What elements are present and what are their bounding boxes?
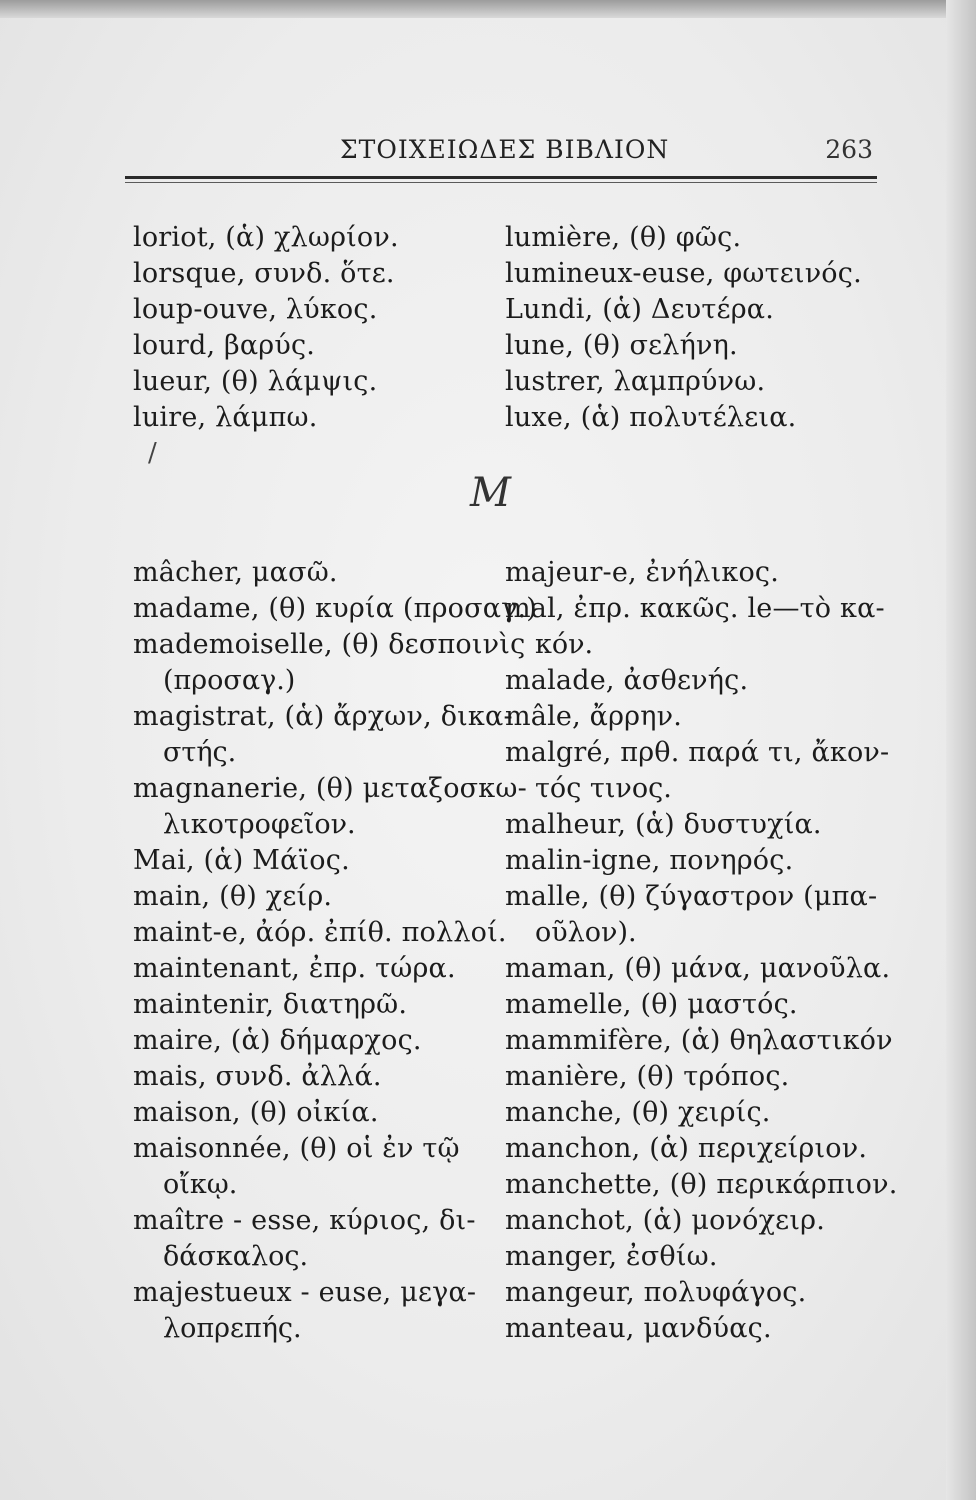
dictionary-entry <box>133 627 526 699</box>
dictionary-entry <box>505 663 885 699</box>
entry-continuation: δάσκαλος. <box>163 1241 309 1272</box>
entry-line: malle, (θ) ζύγαστρον (μπα- <box>505 881 878 912</box>
entry-line: manche, (θ) χειρίς. <box>505 1097 771 1128</box>
page-header <box>125 135 877 175</box>
entry-continuation: οἴκῳ. <box>163 1169 238 1200</box>
dictionary-entry <box>505 1023 893 1059</box>
header-rule <box>125 176 877 179</box>
dictionary-entry <box>505 364 885 400</box>
entry-line: mais, συνδ. ἀλλά. <box>133 1061 382 1092</box>
dictionary-entry <box>505 879 885 951</box>
dictionary-entry <box>505 1131 885 1167</box>
lu-column-right <box>505 220 885 436</box>
dictionary-entry <box>133 879 513 915</box>
dictionary-entry <box>505 220 885 256</box>
dictionary-entry <box>133 1059 513 1095</box>
m-column-left <box>133 555 538 1347</box>
entry-line: mademoiselle, (θ) δεσποινὶς <box>133 629 526 660</box>
entry-line: lumière, (θ) φῶς. <box>505 222 742 253</box>
entry-line: malheur, (ἁ) δυστυχία. <box>505 809 822 840</box>
entry-line: majeur-e, ἐνήλικος. <box>505 557 780 588</box>
entry-line: magnanerie, (θ) μεταξοσκω- <box>133 773 527 804</box>
entry-line: manchot, (ἁ) μονόχειρ. <box>505 1205 826 1236</box>
dictionary-entry <box>133 328 513 364</box>
entry-continuation: κόν. <box>535 629 594 660</box>
entry-line: maintenant, ἐπρ. τώρα. <box>133 953 456 984</box>
dictionary-entry <box>133 1203 513 1275</box>
entry-line: maître - esse, κύριος, δι- <box>133 1205 476 1236</box>
dictionary-entry <box>133 987 513 1023</box>
entry-line: mangeur, πολυφάγος. <box>505 1277 807 1308</box>
entry-line: luxe, (ἁ) πολυτέλεια. <box>505 402 797 433</box>
entry-line: lustrer, λαμπρύνω. <box>505 366 766 397</box>
entry-continuation: λικοτροφεῖον. <box>163 809 356 840</box>
entry-line: manière, (θ) τρόπος. <box>505 1061 790 1092</box>
entry-line: maint-e, ἀόρ. ἐπίθ. πολλοί. <box>133 917 507 948</box>
dictionary-entry <box>133 771 527 843</box>
entry-line: malin-igne, πονηρός. <box>505 845 794 876</box>
entry-line: madame, (θ) κυρία (προσαγ.) <box>133 593 538 624</box>
dictionary-entry <box>505 843 885 879</box>
dictionary-entry <box>505 1239 885 1275</box>
entry-line: manteau, μανδύας. <box>505 1313 772 1344</box>
dictionary-entry <box>505 1167 898 1203</box>
entry-line: lorsque, συνδ. ὅτε. <box>133 258 395 289</box>
entry-line: mal, ἐπρ. κακῶς. le—τὸ κα- <box>505 593 885 624</box>
running-title: ΣΤΟΙΧΕΙΩΔΕΣ ΒΙΒΛΙΟΝ <box>340 135 670 164</box>
entry-line: luire, λάμπω. <box>133 402 318 433</box>
dictionary-entry <box>505 987 885 1023</box>
dictionary-entry <box>133 1095 513 1131</box>
entry-line: lourd, βαρύς. <box>133 330 316 361</box>
entry-line: maison, (θ) οἰκία. <box>133 1097 379 1128</box>
dictionary-entry <box>133 1275 513 1347</box>
entry-line: lune, (θ) σελήνη. <box>505 330 738 361</box>
dictionary-entry <box>133 400 513 436</box>
entry-line: lumineux-euse, φωτεινός. <box>505 258 862 289</box>
dictionary-entry <box>133 915 513 951</box>
entry-continuation: λοπρεπής. <box>163 1313 302 1344</box>
dictionary-entry <box>133 220 513 256</box>
page-right-edge <box>946 0 976 1500</box>
entry-line: magistrat, (ἁ) ἄρχων, δικα- <box>133 701 513 732</box>
entry-line: main, (θ) χείρ. <box>133 881 333 912</box>
entry-line: manger, ἐσθίω. <box>505 1241 718 1272</box>
dictionary-entry <box>133 591 538 627</box>
entry-line: maman, (θ) μάνα, μανοῦλα. <box>505 953 891 984</box>
entry-line: malade, ἀσθενής. <box>505 665 749 696</box>
dictionary-entry <box>133 699 513 771</box>
entry-line: mâle, ἄρρην. <box>505 701 683 732</box>
dictionary-entry <box>505 951 891 987</box>
dictionary-entry <box>133 292 513 328</box>
dictionary-entry <box>133 843 513 879</box>
page-top-edge <box>0 0 976 18</box>
dictionary-entry <box>505 1059 885 1095</box>
section-letter: M <box>470 470 511 516</box>
entry-line: maintenir, διατηρῶ. <box>133 989 408 1020</box>
entry-line: mamelle, (θ) μαστός. <box>505 989 798 1020</box>
dictionary-entry <box>133 1023 513 1059</box>
dictionary-entry <box>505 328 885 364</box>
lo-column-left <box>133 220 513 436</box>
entry-line: Mai, (ἁ) Μάϊος. <box>133 845 350 876</box>
dictionary-entry <box>505 292 885 328</box>
entry-continuation: (προσαγ.) <box>163 665 296 696</box>
entry-line: Lundi, (ἁ) Δευτέρα. <box>505 294 774 325</box>
entry-line: manchon, (ἁ) περιχείριον. <box>505 1133 868 1164</box>
dictionary-entry <box>505 591 885 663</box>
page-number: 263 <box>825 135 873 164</box>
entry-line: lueur, (θ) λάμψις. <box>133 366 378 397</box>
dictionary-entry <box>505 807 885 843</box>
entry-line: maire, (ἁ) δήμαρχος. <box>133 1025 422 1056</box>
dictionary-entry <box>505 1275 885 1311</box>
entry-continuation: τός τινος. <box>535 773 672 804</box>
dictionary-entry <box>505 256 885 292</box>
entry-line: mammifère, (ἁ) θηλαστικόν <box>505 1025 893 1056</box>
entry-line: loup-ouve, λύκος. <box>133 294 378 325</box>
dictionary-entry <box>505 699 885 735</box>
m-column-right <box>505 555 898 1347</box>
dictionary-entry <box>133 951 513 987</box>
dictionary-entry <box>505 735 890 807</box>
dictionary-entry <box>505 400 885 436</box>
dictionary-entry <box>133 555 513 591</box>
dictionary-entry <box>505 1203 885 1239</box>
entry-line: manchette, (θ) περικάρπιον. <box>505 1169 898 1200</box>
entry-continuation: στής. <box>163 737 237 768</box>
dictionary-entry <box>505 1311 885 1347</box>
entry-line: loriot, (ἁ) χλωρίον. <box>133 222 399 253</box>
entry-line: malgré, πρθ. παρά τι, ἄκον- <box>505 737 890 768</box>
dictionary-entry <box>133 256 513 292</box>
dictionary-entry <box>505 1095 885 1131</box>
entry-line: mâcher, μασῶ. <box>133 557 338 588</box>
dictionary-entry <box>505 555 885 591</box>
entry-line: maisonnée, (θ) οἱ ἐν τῷ <box>133 1133 460 1164</box>
dictionary-entry <box>133 364 513 400</box>
stray-mark: / <box>148 438 157 468</box>
entry-line: majestueux - euse, μεγα- <box>133 1277 477 1308</box>
dictionary-entry <box>133 1131 513 1203</box>
entry-continuation: οῦλον). <box>535 917 637 948</box>
header-rule-thin <box>125 182 877 183</box>
